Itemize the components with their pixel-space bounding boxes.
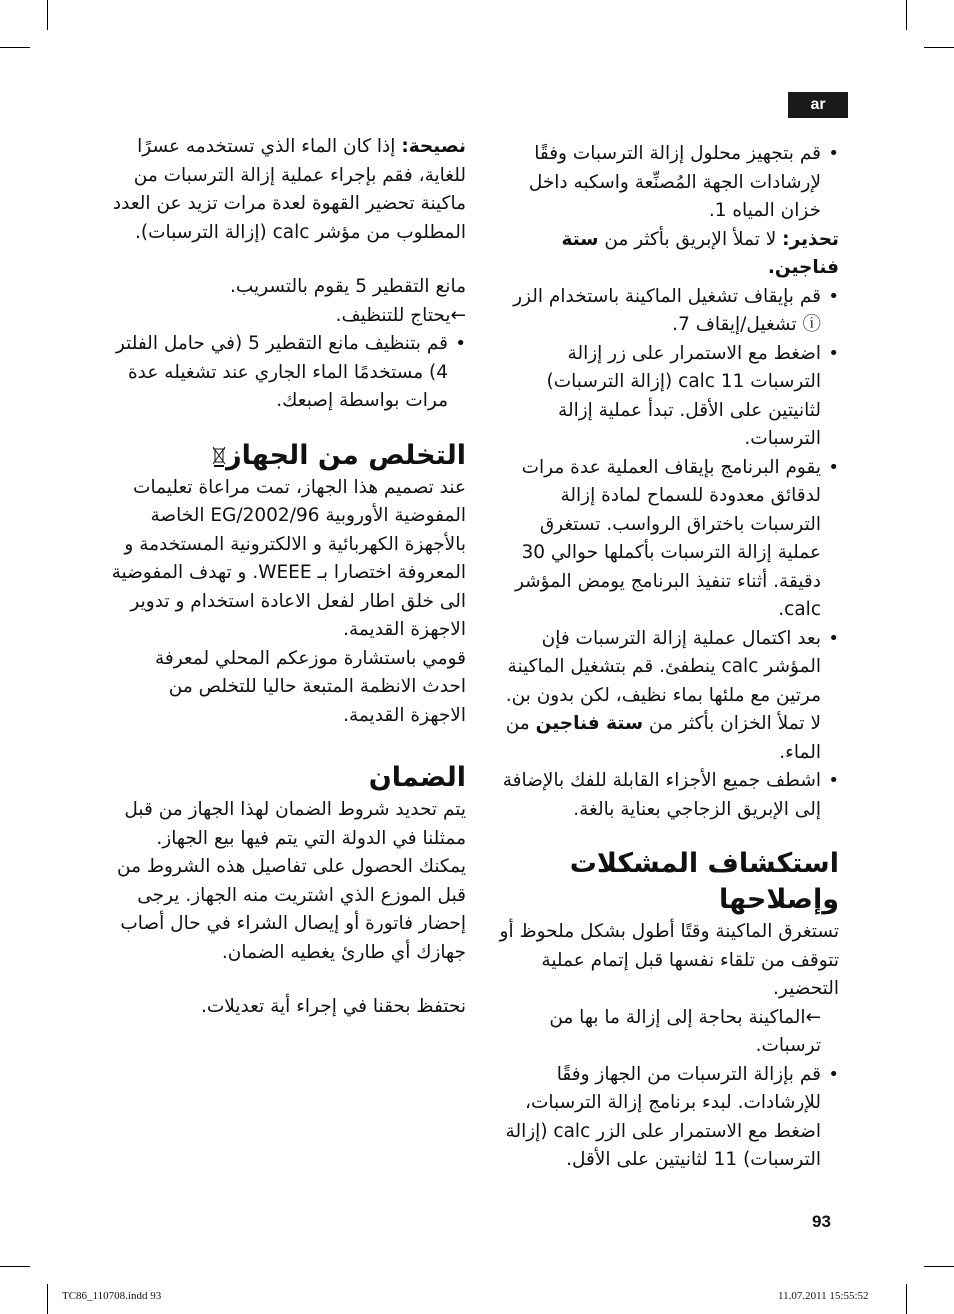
disposal-heading-text: التخلص من الجهاز [226, 439, 466, 471]
language-tab: ar [788, 92, 848, 118]
paragraph: قومي باستشارة موزعكم المحلي لمعرفة احدث الانظمة المتبعة حاليا للتخلص من الاجهزة القديمة. [154, 647, 466, 726]
crop-mark [0, 1266, 30, 1267]
paragraph: عند تصميم هذا الجهاز، تمت مراعاة تعليمات المفوضية الأوروبية 2002/96/EG الخاصة بالأجهزة الكهربائية و الالكترونية المستخدمة و المعروفة اختصارا بـ WEEE. و تهدف المفوضية الى خلق اطار لفعل الاعادة استخدام و تدوير الاجهزة القديمة. [111, 476, 466, 640]
list-item: • يقوم البرنامج بإيقاف العملية عدة مرات لدقائق معدودة للسماح لمادة إزالة الترسبات باختراق الرواسب. تستغرق عملية إزالة الترسبات بأكملها حوالي 30 دقيقة. أثناء تنفيذ البرنامج يومض المؤشر calc. [495, 454, 839, 625]
paragraph: يتم تحديد شروط الضمان لهذا الجهاز من قبل ممثلنا في الدولة التي يتم فيها بيع الجهاز. يمكنك الحصول على تفاصيل هذه الشروط من قبل الموزع الذي اشتريت منه الجهاز. يرجى إحضار فاتورة أو إيصال الشراء في حال أصاب جهازك أي طارئ يغطيه الضمان. [117, 799, 466, 963]
list-item: • اضغط مع الاستمرار على زر إزالة الترسبات calc 11 (إزالة الترسبات) لثانيتين على الأقل. تبدأ عملية إزالة الترسبات. [495, 340, 839, 454]
right-column [495, 140, 839, 1175]
footer-file: TC86_110708.indd 93 [62, 1290, 162, 1302]
crop-mark [924, 47, 954, 48]
list-item: • قم بإيقاف تشغيل الماكينة باستخدام الزر ⓘ تشغيل/إيقاف 7. [495, 283, 839, 340]
left-column [108, 133, 466, 1022]
troubleshooting-heading: استكشاف المشكلات وإصلاحها [569, 848, 839, 915]
caution-note [495, 226, 839, 283]
tip-text: إذا كان الماء الذي تستخدمه عسرًا للغاية، فقم بإجراء عملية إزالة الترسبات من ماكينة تحضير القهوة لعدة مرات تزيد عن العدد المطلوب من مؤشر calc (إزالة الترسبات). [112, 136, 466, 243]
list-item: • قم بتجهيز محلول إزالة الترسبات وفقًا لإرشادات الجهة المُصنِّعة واسكبه داخل خزان المياه 1. [495, 140, 839, 226]
arrow-note: ←الماكينة بحاجة إلى إزالة ما بها من ترسبات. [549, 1006, 821, 1056]
caution-end: ستة فناجين. [561, 228, 839, 278]
caution-text: لا تملأ الإبريق بأكثر من [598, 228, 783, 250]
list-item: • قم بتنظيف مانع التقطير 5 (في حامل الفلتر 4) مستخدمًا الماء الجاري عند تشغيله عدة مرات بواسطة إصبعك. [108, 330, 466, 416]
paragraph: تستغرق الماكينة وقتًا أطول بشكل ملحوظ أو تتوقف من تلقاء نفسها قبل إتمام عملية التحضير. [499, 921, 839, 999]
tip-paragraph [108, 133, 466, 247]
crop-mark [924, 1266, 954, 1267]
list-text: بعد اكتمال عملية إزالة الترسبات فإن المؤشر calc ينطفئ. قم بتشغيل الماكينة مرتين مع ملئها بماء نظيف، لكن بدون بن. لا تملأ الخزان بأكثر من [505, 627, 821, 734]
list-item [495, 625, 839, 768]
list-item: • اشطف جميع الأجزاء القابلة للفك بالإضافة إلى الإبريق الزجاجي بعناية بالغة. [495, 767, 839, 824]
caution-label: تحذير: [782, 228, 839, 250]
footer-date: 11.07.2011 15:55:52 [778, 1290, 869, 1302]
tip-label: نصيحة: [401, 136, 466, 157]
list-item: • قم بإزالة الترسبات من الجهاز وفقًا للإرشادات. لبدء برنامج إزالة الترسبات، اضغط مع الاستمرار على الزر calc (إزالة الترسبات) 11 لثانيتين على الأقل. [495, 1061, 839, 1175]
crop-mark [47, 1284, 48, 1314]
crossed-bin-icon [212, 446, 226, 468]
page-number: 93 [812, 1212, 831, 1231]
list-text-bold: ستة فناجين [535, 713, 644, 734]
arrow-note: ←يحتاج للتنظيف. [335, 304, 466, 326]
paragraph: نحتفظ بحقنا في إجراء أية تعديلات. [200, 996, 466, 1017]
warranty-heading: الضمان [368, 762, 466, 793]
crop-mark [47, 0, 48, 30]
list-text: من الماء. [505, 713, 821, 763]
crop-mark [906, 1284, 907, 1314]
disposal-heading [108, 438, 466, 474]
crop-mark [0, 47, 30, 48]
paragraph: مانع التقطير 5 يقوم بالتسريب. [230, 276, 466, 297]
crop-mark [906, 0, 907, 30]
